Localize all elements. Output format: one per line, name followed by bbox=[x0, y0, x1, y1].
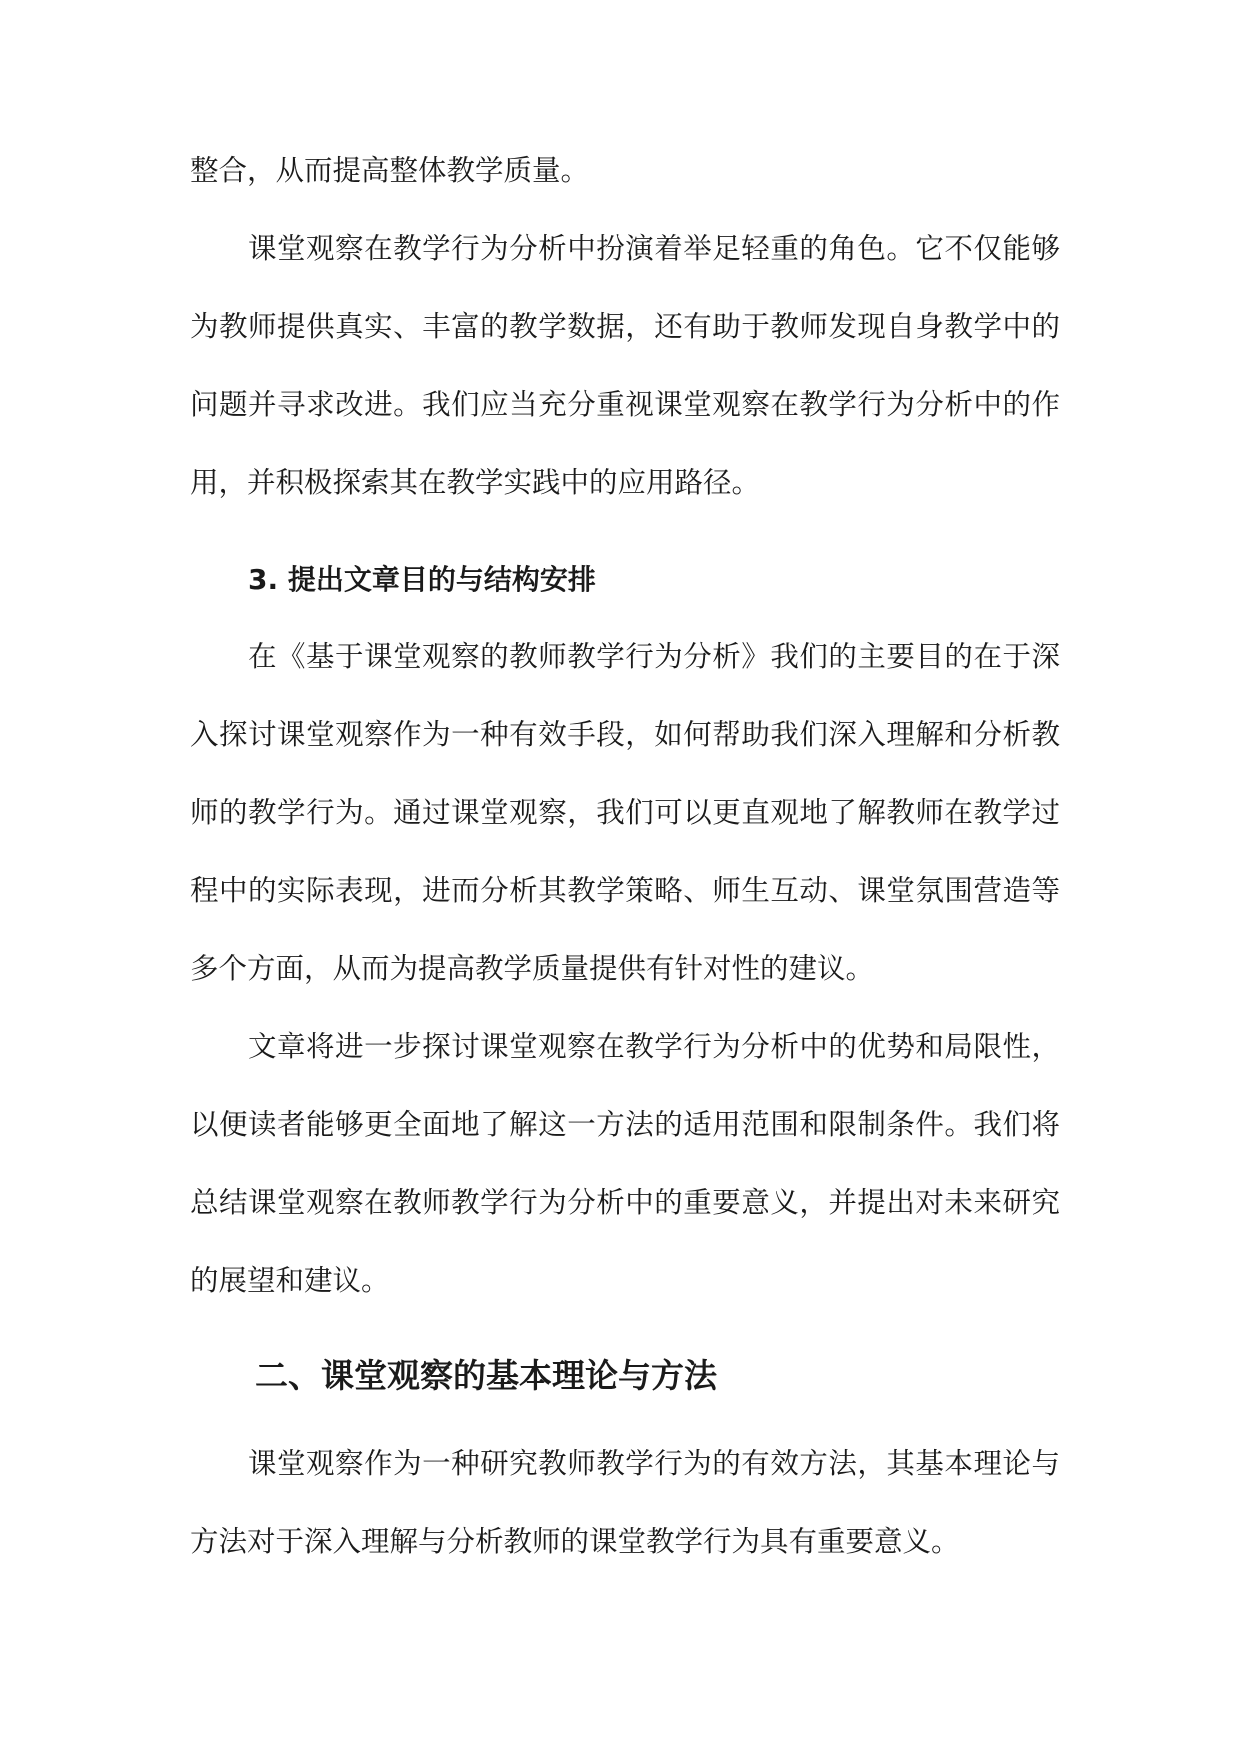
paragraph-importance: 课堂观察在教学行为分析中扮演着举足轻重的角色。它不仅能够为教师提供真实、丰富的教学数据，还有助于教师发现自身教学中的问题并寻求改进。我们应当充分重视课堂观察在教学行为分析中的作用，并积极探索其在教学实践中的应用路径。 bbox=[190, 232, 1060, 499]
paragraph-carryover: 整合，从而提高整体教学质量。 bbox=[190, 154, 590, 187]
paragraph-theory: 课堂观察作为一种研究教师教学行为的有效方法，其基本理论与方法对于深入理解与分析教师的课堂教学行为具有重要意义。 bbox=[190, 1447, 1060, 1558]
paragraph-purpose: 在《基于课堂观察的教师教学行为分析》我们的主要目的在于深入探讨课堂观察作为一种有效手段，如何帮助我们深入理解和分析教师的教学行为。通过课堂观察，我们可以更直观地了解教师在教学过程中的实际表现，进而分析其教学策略、师生互动、课堂氛围营造等多个方面，从而为提高教学质量提供有针对性的建议。 bbox=[190, 640, 1060, 985]
chapter-heading-2: 二、课堂观察的基本理论与方法 bbox=[255, 1356, 717, 1395]
section-heading-3: 3. 提出文章目的与结构安排 bbox=[248, 563, 596, 596]
paragraph-structure: 文章将进一步探讨课堂观察在教学行为分析中的优势和局限性，以便读者能够更全面地了解这一方法的适用范围和限制条件。我们将总结课堂观察在教师教学行为分析中的重要意义，并提出对未来研究的展望和建议。 bbox=[190, 1030, 1060, 1297]
